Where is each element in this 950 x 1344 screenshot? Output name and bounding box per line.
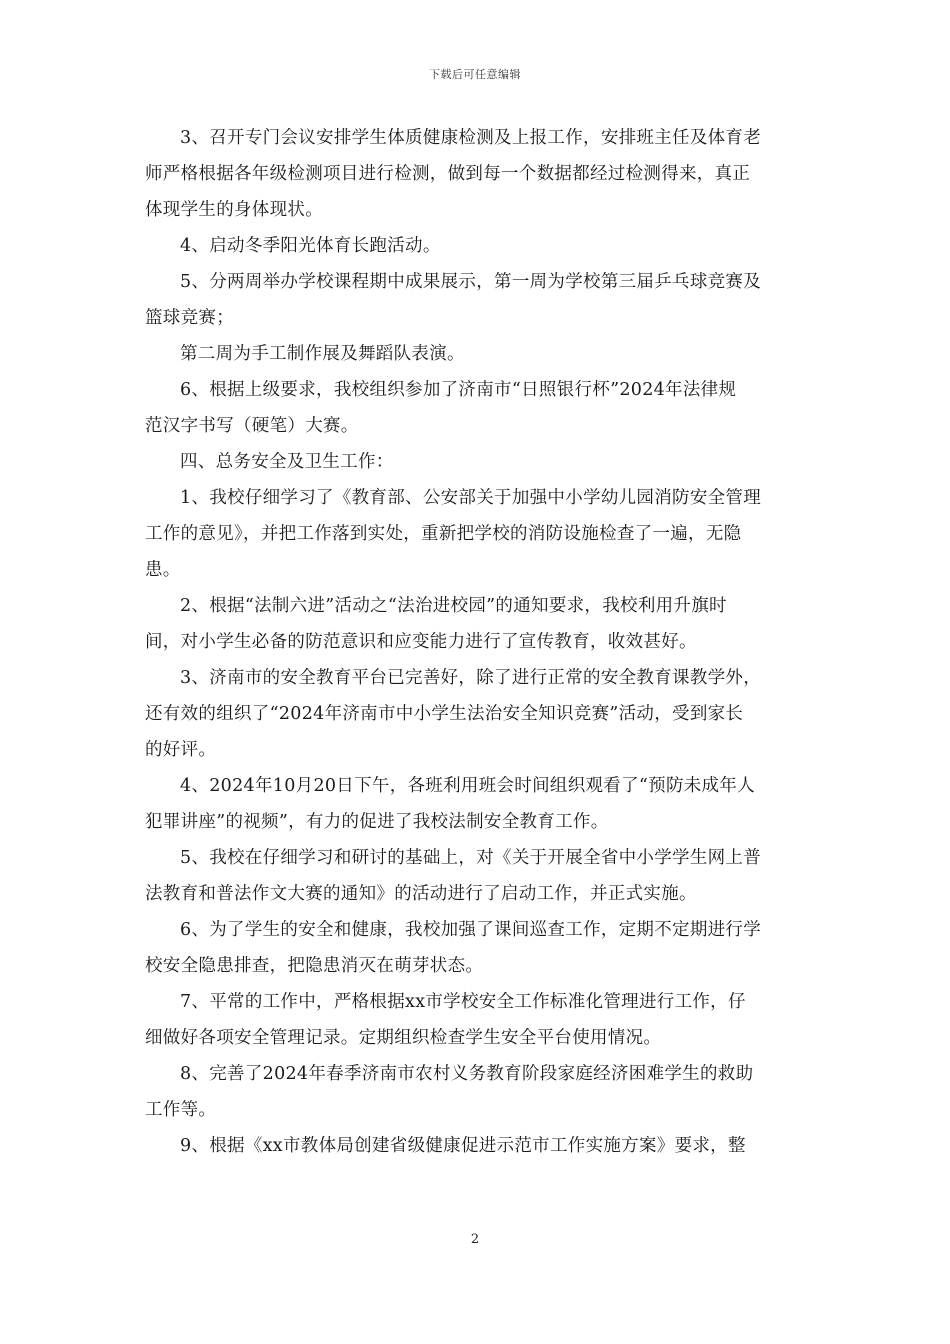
paragraph	[145, 912, 805, 984]
paragraph-line: 四、总务安全及卫生工作：	[180, 452, 394, 472]
paragraph-line: 3、召开专门会议安排学生体质健康检测及上报工作，安排班主任及体育老	[180, 128, 762, 148]
paragraph	[145, 264, 805, 336]
paragraph-line: 细做好各项安全管理记录。定期组织检查学生安全平台使用情况。	[145, 1028, 662, 1048]
paragraph	[145, 336, 805, 372]
paragraph-line: 师严格根据各年级检测项目进行检测，做到每一个数据都经过检测得来，真正	[145, 164, 751, 184]
paragraph-line: 体现学生的身体现状。	[145, 200, 323, 220]
paragraph-line: 9、根据《xx市教体局创建省级健康促进示范市工作实施方案》要求，整	[180, 1136, 746, 1156]
paragraph-line: 工作的意见》，并把工作落到实处，重新把学校的消防设施检查了一遍，无隐	[145, 524, 742, 544]
paragraph-line: 5、分两周举办学校课程期中成果展示，第一周为学校第三届乒乓球竞赛及	[180, 272, 762, 292]
paragraph	[145, 444, 805, 480]
paragraph-line: 6、为了学生的安全和健康，我校加强了课间巡查工作，定期不定期进行学	[180, 920, 762, 940]
paragraph-line: 8、完善了2024年春季济南市农村义务教育阶段家庭经济困难学生的救助	[180, 1064, 754, 1084]
paragraph	[145, 840, 805, 912]
paragraph	[145, 1056, 805, 1128]
paragraph	[145, 228, 805, 264]
paragraph-line: 犯罪讲座”的视频”，有力的促进了我校法制安全教育工作。	[145, 812, 609, 832]
paragraph-line: 篮球竞赛；	[145, 308, 234, 328]
document-body	[145, 120, 805, 1164]
paragraph	[145, 372, 805, 444]
paragraph-line: 1、我校仔细学习了《教育部、公安部关于加强中小学幼儿园消防安全管理	[180, 488, 762, 508]
paragraph-line: 范汉字书写（硬笔）大赛。	[145, 416, 359, 436]
paragraph-line: 4、2024年10月20日下午，各班利用班会时间组织观看了“预防未成年人	[180, 776, 755, 796]
paragraph-line: 3、济南市的安全教育平台已完善好，除了进行正常的安全教育课教学外，	[180, 668, 762, 688]
paragraph	[145, 984, 805, 1056]
page-header: 下载后可任意编辑	[429, 68, 521, 81]
paragraph	[145, 768, 805, 840]
paragraph-line: 还有效的组织了“2024年济南市中小学生法治安全知识竞赛”活动，受到家长	[145, 704, 744, 724]
paragraph-line: 校安全隐患排查，把隐患消灭在萌芽状态。	[145, 956, 484, 976]
paragraph-line: 7、平常的工作中，严格根据xx市学校安全工作标准化管理进行工作，仔	[180, 992, 746, 1012]
paragraph-line: 5、我校在仔细学习和研讨的基础上，对《关于开展全省中小学学生网上普	[180, 848, 762, 868]
paragraph-line: 间，对小学生必备的防范意识和应变能力进行了宣传教育，收效甚好。	[145, 632, 697, 652]
paragraph-line: 4、启动冬季阳光体育长跑活动。	[180, 236, 441, 256]
paragraph-line: 2、根据“法制六进”活动之“法治进校园”的通知要求，我校利用升旗时	[180, 596, 727, 616]
page-number: 2	[470, 1232, 480, 1247]
paragraph-line: 工作等。	[145, 1100, 217, 1120]
paragraph-line: 6、根据上级要求，我校组织参加了济南市“日照银行杯”2024年法律规	[180, 380, 737, 400]
paragraph	[145, 660, 805, 768]
paragraph-line: 的好评。	[145, 740, 217, 760]
paragraph	[145, 1128, 805, 1164]
paragraph-line: 法教育和普法作文大赛的通知》的活动进行了启动工作，并正式实施。	[145, 884, 697, 904]
paragraph	[145, 480, 805, 588]
paragraph	[145, 588, 805, 660]
paragraph-line: 患。	[145, 560, 181, 580]
paragraph	[145, 120, 805, 228]
paragraph-line: 第二周为手工制作展及舞蹈队表演。	[180, 344, 465, 364]
